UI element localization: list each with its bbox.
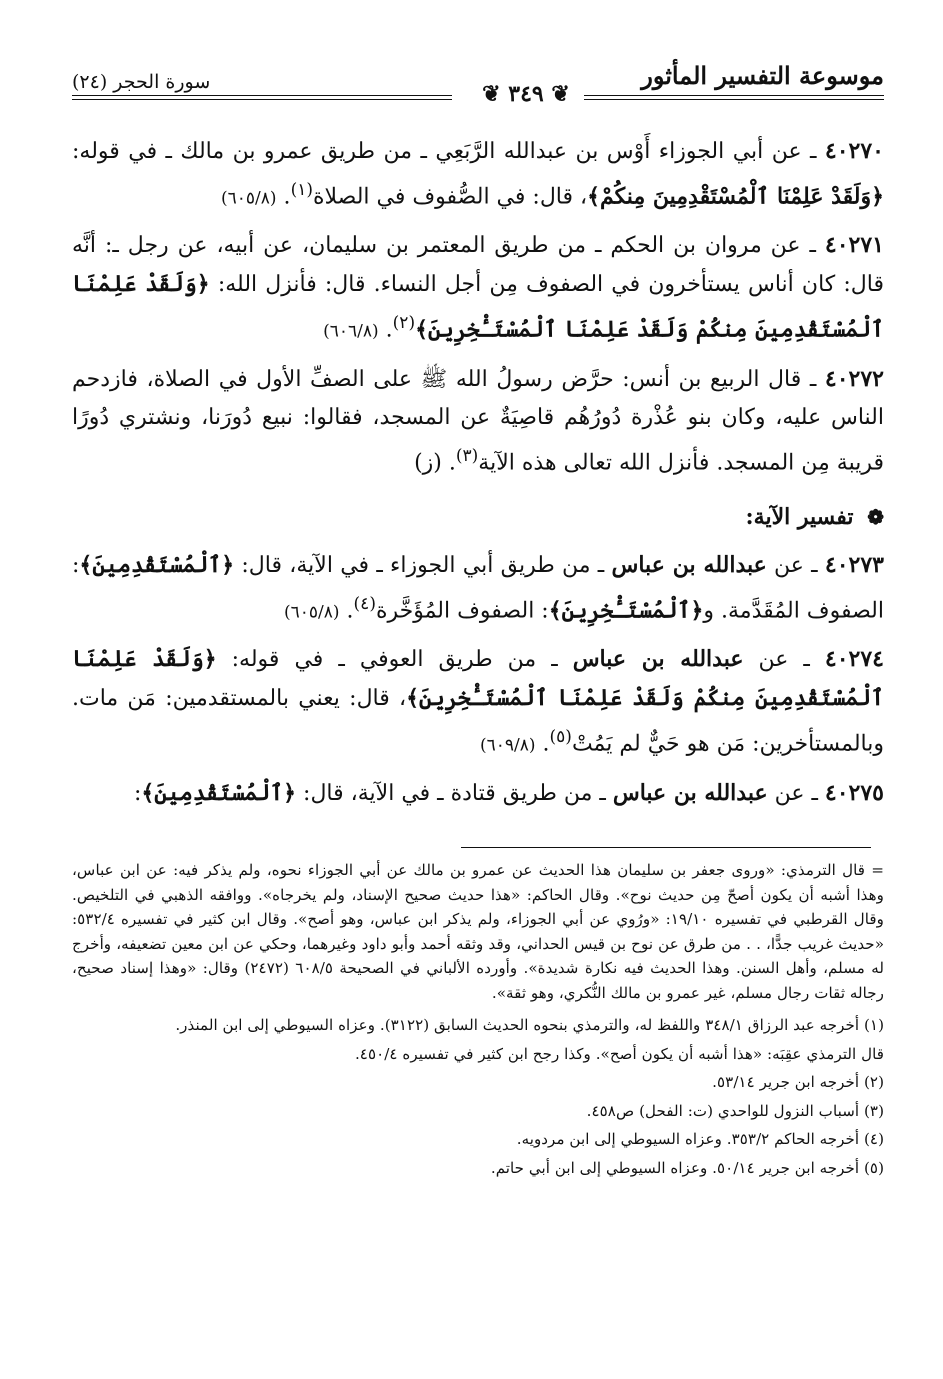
entry-number: ٤٠٢٧١ — [824, 232, 884, 259]
entry-text: ـ عن — [766, 552, 825, 578]
entry-text: ـ عن — [767, 780, 825, 806]
volume-reference: (٦٠٥/٨) — [221, 188, 277, 209]
volume-reference: (٦٠٩/٨) — [479, 735, 536, 756]
entry-text: . — [378, 317, 393, 343]
entry-text: ـ من طريق أبي الجوزاء ـ في الآية، قال: — [234, 552, 612, 578]
main-text — [72, 132, 884, 822]
footnote-continuation: = قال الترمذي: «وروى جعفر بن سليمان هذا الحديث عن عمرو بن مالك عن أبي الجوزاء نحوه، ولم يذكر فيه: عن ابن عباس، وهذا أشبه أن يكون أصحّ مِن حديث نوح». وقال الحاكم: «هذا حديث صحيح الإسناد، ولم يخرجاه». ووافقه الذهبي في التلخيص. وقال القرطبي في تفسيره ١٩/١٠: «ورُوي عن أبي الجوزاء، ولم يذكر ابن عباس، وهو أصح». وقال ابن كثير في تفسيره ٥٣٢/٤: «حديث غريب جدًّا، . . من طرق عن نوح بن قيس الحداني، وقد وثقه أحمد وأبو داود وغيرهما، وحكي عن ابن معين تضعيفه، وأخرج له مسلم، وأهل السنن. وهذا الحديث فيه نكارة شديدة». وأورده الألباني في الصحيحة ٦٠٨/٥ (٢٤٧٢) وقال: «وهذا إسناد صحيح، رجاله ثقات رجال مسلم، غير عمرو بن مالك النُّكري، وهو ثقة». — [72, 861, 884, 1002]
ornament-icon: ❦ — [482, 81, 501, 107]
footnote: (٢) أخرجه ابن جرير ٥٣/١٤. — [712, 1073, 884, 1091]
footnote: (١) أخرجه عبد الرزاق ٣٤٨/١ واللفظ له، والترمذي بنحوه الحديث السابق (٣١٢٢). وعزاه السيوطي إلى ابن المنذر. — [175, 1016, 884, 1034]
entry-number: ٤٠٢٧٥ — [824, 779, 884, 806]
quran-quote: ﴿ٱلْمُسْتَـْٔخِرِينَ﴾ — [548, 597, 704, 624]
entry-text: : — [133, 780, 142, 806]
footnote-list — [72, 1013, 884, 1180]
entry-text: ـ عن مروان بن الحكم ـ من طريق المعتمر بن سليمان، عن أبيه، عن رجل ـ: أنَّه قال: كان أناس يستأخرون في الصفوف مِن أجل النساء. قال: فأنزل الله: — [72, 233, 884, 298]
footnote-marker: (٤) — [353, 593, 376, 614]
footnote-marker: (٣) — [455, 445, 479, 466]
footnote: (٣) أسباب النزول للواحدي (ت: الفحل) ص٤٥٨. — [586, 1101, 884, 1120]
narrator-name: عبدالله بن عباس — [611, 551, 767, 578]
flower-icon: ❁ — [867, 504, 884, 529]
entry-text: : الصفوف المُقَدَّمة. و — [72, 552, 884, 624]
footnote: (٤) أخرجه الحاكم ٣٥٣/٢. وعزاه السيوطي إلى ابن مردويه. — [516, 1130, 884, 1148]
entry-text: ـ من طريق قتادة ـ في الآية، قال: — [296, 780, 613, 806]
footnote-marker: (٢) — [392, 313, 416, 334]
entry-number: ٤٠٢٧٢ — [824, 365, 884, 392]
entry-text: . (ز) — [414, 449, 456, 475]
quran-quote: ﴿ٱلْمُسْتَقْدِمِينَ﴾ — [141, 779, 297, 806]
narrator-name: عبدالله بن عباس — [612, 779, 768, 806]
quran-quote: ﴿ٱلْمُسْتَقْدِمِينَ﴾ — [79, 551, 235, 578]
ornament-icon: ❦ — [551, 81, 570, 107]
entry-text: ، قال: في الصُّفوف في الصلاة — [312, 184, 588, 210]
entry-paragraph — [72, 132, 884, 217]
entry-text: . — [339, 598, 354, 624]
narrator-name: عبدالله بن عباس — [572, 646, 744, 673]
page-header — [72, 55, 884, 115]
entry-number: ٤٠٢٧٣ — [824, 551, 884, 578]
footnote: قال الترمذي عقِبَه: «هذا أشبه أن يكون أصح». وكذا رجح ابن كثير في تفسيره ٤٥٠/٤. — [354, 1044, 884, 1063]
footnote: (٥) أخرجه ابن جرير ٥٠/١٤. وعزاه السيوطي إلى ابن أبي حاتم. — [490, 1158, 884, 1177]
entry-text: ـ من طريق العوفي ـ في قوله: — [216, 647, 573, 673]
entries-top — [72, 132, 884, 482]
section-heading: ❁ تفسير الآية: — [745, 503, 884, 530]
surah-name: سورة الحجر (٢٤) — [72, 71, 211, 93]
entry-text: ـ قال الربيع بن أنس: حرَّض رسولُ الله ﷺ على الصفِّ الأول في الصلاة، فازدحم الناس عليه، وكان بنو عُذْرة دُورُهُم قاصِيَةٌ عن المسجد، فقالوا: نبيع دُورَنا، ونشتري دُورًا قريبة مِن المسجد. فأنزل الله تعالى هذه الآية — [72, 366, 884, 475]
entry-paragraph — [72, 546, 884, 631]
volume-reference: (٦٠٥/٨) — [283, 602, 340, 623]
header-rule — [72, 99, 452, 100]
entry-text: ـ عن — [743, 647, 825, 673]
footnotes — [72, 858, 884, 1184]
footnote-marker: (٥) — [549, 727, 572, 748]
entry-paragraph — [72, 360, 884, 482]
entry-text: . — [276, 184, 291, 210]
footnote-marker: (١) — [290, 180, 313, 200]
entry-text: . — [535, 731, 550, 757]
entries-bottom — [72, 546, 884, 813]
header-rule — [584, 99, 884, 100]
book-title: موسوعة التفسير المأثور — [641, 61, 884, 90]
quran-quote: ﴿وَلَقَدْ عَلِمْنَا ٱلْمُسْتَقْدِمِينَ مِنكُمْ﴾ — [587, 183, 884, 210]
entry-paragraph — [72, 226, 884, 350]
volume-reference: (٦٠٦/٨) — [323, 321, 379, 342]
page-number: ❦ ٣٤٩ ❦ — [482, 81, 570, 107]
header-rule — [72, 95, 452, 96]
entry-number: ٤٠٢٧٠ — [824, 138, 884, 164]
entry-number: ٤٠٢٧٤ — [824, 646, 884, 673]
quran-quote: ﴿وَلَقَدْ عَلِمْنَا ٱلْمُسْتَقْدِمِينَ مِنكُمْ وَلَقَدْ عَلِمْنَا ٱلْمُسْتَـْٔخِرِينَ﴾ — [72, 646, 884, 712]
entry-paragraph — [72, 640, 884, 764]
entry-text: ، قال: يعني بالمستقدمين: مَن مات. وبالمستأخرين: مَن هو حَيٌّ لم يَمُتْ — [72, 686, 884, 757]
entry-text: : الصفوف المُؤَخَّرة — [375, 598, 549, 624]
footnote-separator — [461, 847, 871, 848]
entry-paragraph — [72, 774, 884, 813]
entry-text: ـ عن أبي الجوزاء أَوْس بن عبدالله الرَّبَعِي ـ من طريق عمرو بن مالك ـ في قوله: — [72, 139, 825, 164]
quran-quote: ﴿وَلَقَدْ عَلِمْنَا ٱلْمُسْتَقْدِمِينَ مِنكُمْ وَلَقَدْ عَلِمْنَا ٱلْمُسْتَـْٔخِرِينَ﴾ — [72, 271, 884, 343]
header-rule — [584, 95, 884, 96]
